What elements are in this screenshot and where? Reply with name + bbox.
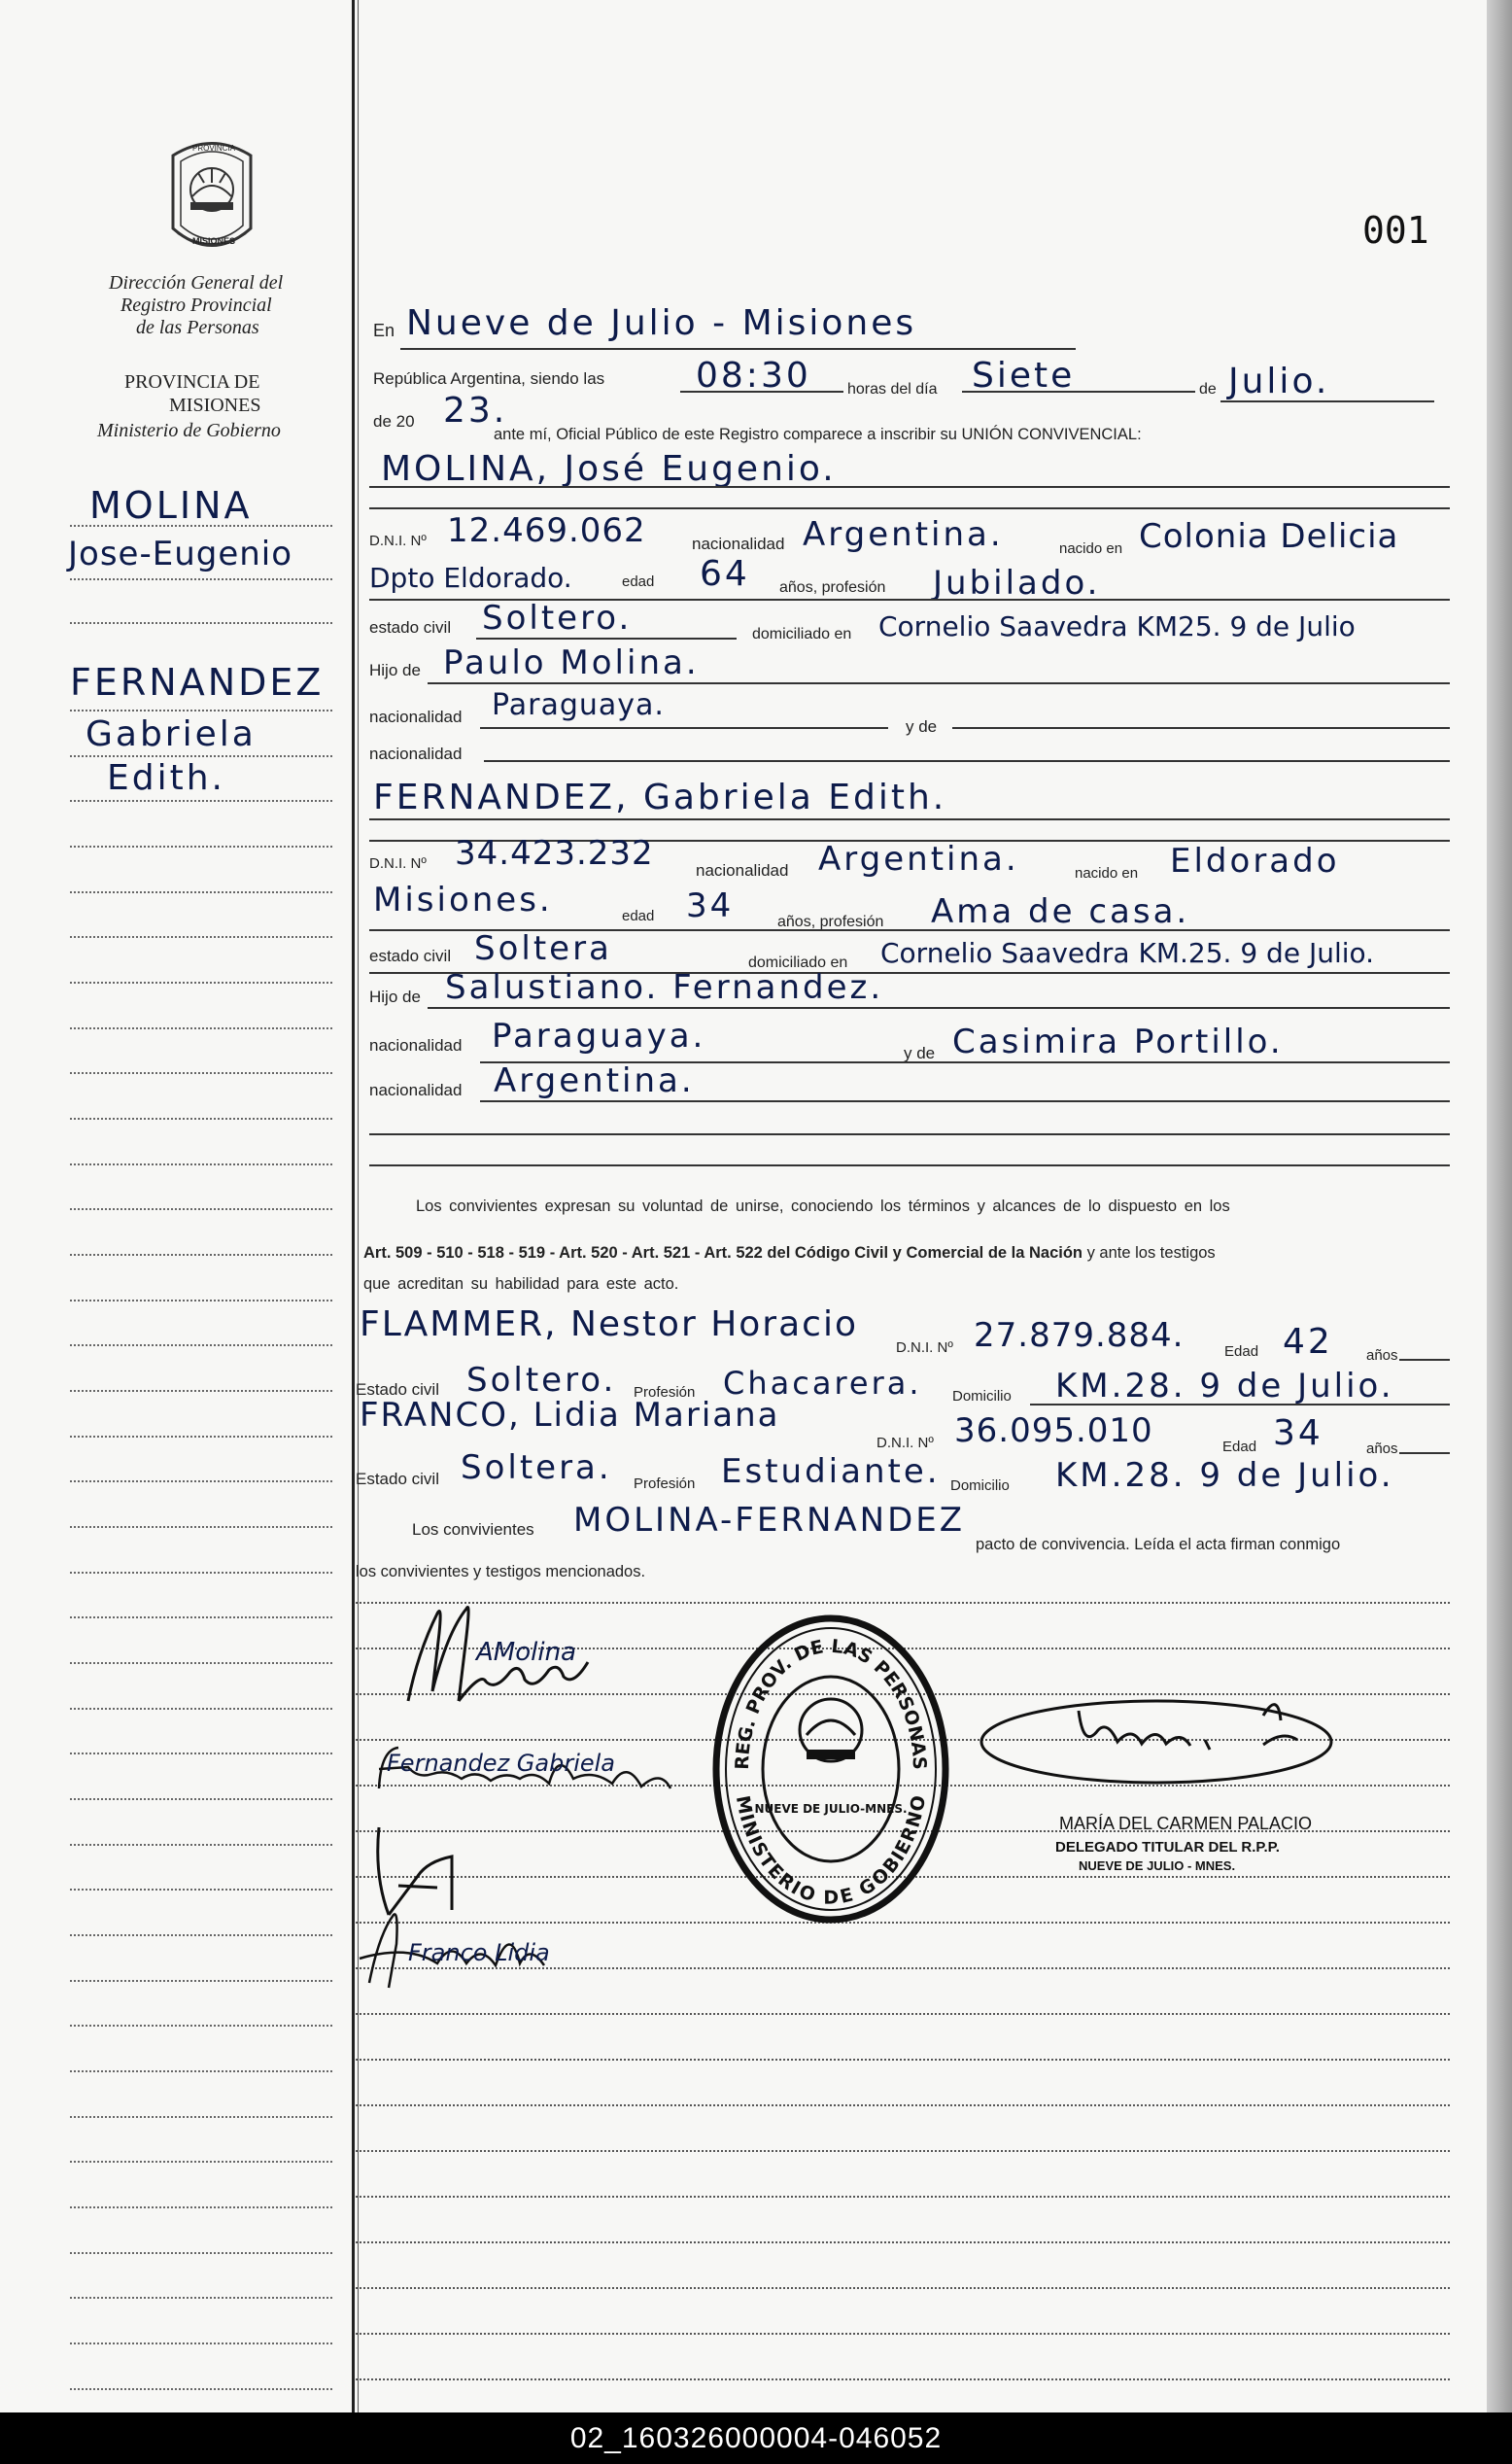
p2-father: Salustiano. Fernandez. (445, 968, 884, 1007)
p1-label-estado: estado civil (369, 618, 452, 637)
province-line-1: PROVINCIA DE (124, 371, 260, 393)
p2-birthplace-2: Misiones. (373, 881, 553, 920)
closing-rest1: pacto de convivencia. Leída el acta firman conmigo (976, 1536, 1341, 1553)
p1-label-nacido: nacido en (1059, 540, 1123, 557)
rule (476, 638, 737, 640)
margin-rule (70, 755, 332, 757)
p2-label-edad: edad (622, 908, 655, 924)
witness2-name: FRANCO, Lidia Mariana (360, 1396, 780, 1435)
rule (1399, 1359, 1450, 1361)
margin-rule (70, 2206, 332, 2208)
p1-label-hijo: Hijo de (369, 661, 421, 679)
margin-rule (70, 2252, 332, 2254)
margin-rule (70, 1027, 332, 1029)
rule (400, 348, 1076, 350)
margin-divider-inner (358, 0, 359, 2412)
body-rule (356, 2059, 1450, 2061)
w1-label-estado: Estado civil (356, 1380, 439, 1399)
margin-rule (70, 1526, 332, 1528)
body-rule (356, 2150, 1450, 2152)
p1-label-nac3: nacionalidad (369, 745, 463, 763)
p2-birthplace-1: Eldorado (1170, 842, 1340, 881)
margin-rule (70, 1300, 332, 1301)
margin-rule (70, 1889, 332, 1891)
signature-franco-text: Franco Lidia (408, 1939, 550, 1966)
w1-civil: Soltero. (466, 1361, 617, 1400)
w2-civil: Soltera. (461, 1448, 612, 1487)
p1-label-domicilio: domiciliado en (752, 626, 852, 642)
margin-person2-line2: Gabriela (86, 714, 257, 754)
margin-person1-line1: MOLINA (89, 484, 253, 527)
p2-profession: Ama de casa. (931, 892, 1190, 931)
margin-rule (70, 2070, 332, 2072)
rule (1220, 400, 1434, 402)
p2-mother: Casimira Portillo. (952, 1023, 1284, 1061)
statement-line1: Los convivientes expresan su voluntad de unirse, conociendo los términos y alcances de lo dispuesto en los (416, 1197, 1230, 1215)
p2-label-estado: estado civil (369, 947, 452, 965)
w2-address: KM.28. 9 de Julio. (1055, 1456, 1394, 1495)
label-republica: República Argentina, siendo las (373, 369, 605, 388)
w2-label-dom: Domicilio (950, 1477, 1010, 1494)
rule (480, 1100, 1450, 1102)
p2-label-nac2: nacionalidad (369, 1036, 463, 1055)
margin-rule (70, 1934, 332, 1936)
margin-rule (70, 2343, 332, 2344)
w1-age: 42 (1283, 1322, 1333, 1362)
p1-civil: Soltero. (482, 599, 633, 638)
margin-rule (70, 1480, 332, 1482)
label-de: de (1199, 381, 1217, 398)
margin-rule (70, 1572, 332, 1574)
w2-profession: Estudiante. (721, 1452, 941, 1491)
rule (962, 391, 1195, 393)
margin-rule (70, 1163, 332, 1165)
p1-nationality: Argentina. (803, 515, 1004, 554)
seal-center: NUEVE DE JULIO-MNES. (754, 1802, 908, 1816)
emblem-text-top: PROVINCIA (192, 144, 236, 153)
margin-rule (70, 1753, 332, 1754)
body-rule (356, 2287, 1450, 2289)
margin-rule (70, 1344, 332, 1346)
act-day: Siete (972, 356, 1076, 396)
margin-rule (70, 2116, 332, 2118)
person2-name: FERNANDEZ, Gabriela Edith. (373, 778, 947, 817)
rule (952, 727, 1450, 729)
signature-officer (972, 1672, 1360, 1788)
seal-ring-bottom: MINISTERIO DE GOBIERNO (731, 1793, 931, 1909)
statement-articles: Art. 509 - 510 - 518 - 519 - Art. 520 - Art. 521 - Art. 522 del Código Civil y Comercial de la Nación (363, 1244, 1083, 1262)
statement-line2 (363, 1244, 1216, 1263)
document-code-bar: 02_160326000004-046052 (0, 2412, 1512, 2464)
body-rule (356, 2241, 1450, 2243)
statement-line3: que acreditan su habilidad para este acto. (363, 1275, 679, 1293)
w1-label-dom: Domicilio (952, 1388, 1012, 1405)
w2-label-estado: Estado civil (356, 1470, 439, 1488)
label-de20: de 20 (373, 412, 415, 431)
signature-molina-text: AMolina (476, 1638, 576, 1667)
signature-molina (389, 1594, 602, 1711)
p1-age: 64 (700, 554, 750, 594)
p1-label-yde: y de (906, 717, 938, 736)
margin-person1-line2: Jose-Eugenio (68, 535, 293, 573)
page-edge (1487, 0, 1512, 2412)
w2-label-dni: D.N.I. Nº (876, 1435, 934, 1451)
rule (369, 1133, 1450, 1135)
p1-label-edad: edad (622, 573, 655, 590)
margin-person2-line1: FERNANDEZ (70, 661, 325, 704)
closing-label: Los convivientes (412, 1520, 534, 1539)
margin-rule (70, 936, 332, 938)
closing-couple: MOLINA-FERNANDEZ (573, 1501, 966, 1540)
body-rule (356, 2104, 1450, 2106)
rule (369, 486, 1450, 488)
p2-label-hijo: Hijo de (369, 988, 421, 1006)
w2-label-prof: Profesión (634, 1475, 696, 1492)
p2-label-anos: años, profesión (777, 914, 884, 930)
margin-rule (70, 1390, 332, 1392)
officer-location: NUEVE DE JULIO - MNES. (1079, 1858, 1236, 1873)
rule (428, 1007, 1450, 1009)
dept-line-1: Dirección General del (109, 272, 284, 294)
p2-label-nacido: nacido en (1075, 865, 1139, 882)
p2-label-nacionalidad: nacionalidad (696, 861, 789, 880)
p2-civil: Soltera (474, 929, 612, 968)
body-rule (356, 2333, 1450, 2335)
act-place: Nueve de Julio - Misiones (406, 303, 917, 343)
rule (680, 391, 843, 393)
margin-rule (70, 891, 332, 893)
signature-franco (350, 1905, 564, 1993)
w1-label-dni: D.N.I. Nº (896, 1339, 953, 1356)
p1-address: Cornelio Saavedra KM25. 9 de Julio (878, 610, 1356, 642)
statement-witnesses: y ante los testigos (1082, 1244, 1216, 1262)
p1-birthplace-1: Colonia Delicia (1139, 517, 1399, 556)
p2-age: 34 (686, 886, 735, 925)
w1-label-anos: años (1366, 1347, 1398, 1364)
p2-nationality: Argentina. (818, 840, 1019, 879)
p1-father-nat: Paraguaya. (492, 688, 665, 722)
margin-rule (70, 1208, 332, 1210)
margin-rule (70, 982, 332, 984)
margin-rule (70, 710, 332, 711)
province-line-2: MISIONES (169, 395, 261, 416)
p1-birthplace-2: Dpto Eldorado. (369, 562, 572, 594)
person1-name: MOLINA, José Eugenio. (381, 449, 837, 489)
rule (484, 760, 1450, 762)
margin-rule (70, 1254, 332, 1256)
margin-rule (70, 2161, 332, 2163)
page-number: 001 (1362, 209, 1429, 252)
margin-rule (70, 2388, 332, 2390)
label-ante: ante mí, Oficial Público de este Registro comparece a inscribir su UNIÓN CONVIVENCIAL: (494, 426, 1142, 443)
officer-name: MARÍA DEL CARMEN PALACIO (1059, 1814, 1313, 1833)
margin-rule (70, 1708, 332, 1710)
w2-label-anos: años (1366, 1440, 1398, 1457)
margin-divider (352, 0, 355, 2412)
margin-rule (70, 1616, 332, 1618)
p1-father: Paulo Molina. (443, 643, 700, 682)
act-year: 23. (443, 391, 508, 431)
p2-father-nat: Paraguaya. (492, 1017, 706, 1056)
margin-rule (70, 1662, 332, 1664)
p2-dni: 34.423.232 (455, 834, 654, 873)
p2-address: Cornelio Saavedra KM.25. 9 de Julio. (880, 937, 1375, 969)
rule (369, 818, 1450, 820)
margin-rule (70, 1118, 332, 1120)
w1-label-edad: Edad (1224, 1343, 1259, 1360)
w2-age: 34 (1273, 1413, 1323, 1453)
margin-person2-line3: Edith. (107, 758, 225, 798)
emblem-text-bottom: MISIONES (192, 236, 236, 246)
margin-rule (70, 1980, 332, 1982)
signature-fernandez-text: Fernandez Gabriela (387, 1750, 616, 1777)
officer-title: DELEGADO TITULAR DEL R.P.P. (1055, 1839, 1280, 1856)
margin-rule (70, 800, 332, 802)
closing-rest2: los convivientes y testigos mencionados. (356, 1563, 646, 1580)
w1-profession: Chacarera. (723, 1365, 922, 1402)
margin-rule (70, 525, 332, 527)
body-rule (356, 2378, 1450, 2380)
margin-rule (70, 2025, 332, 2027)
signature-fernandez (369, 1740, 680, 1798)
margin-rule (70, 1844, 332, 1846)
witness1-name: FLAMMER, Nestor Horacio (360, 1304, 858, 1344)
misiones-emblem (163, 136, 260, 262)
p1-label-dni: D.N.I. Nº (369, 533, 427, 549)
margin-rule (70, 1072, 332, 1074)
dept-line-2: Registro Provincial (120, 295, 272, 316)
p1-profession: Jubilado. (933, 564, 1101, 603)
act-time: 08:30 (696, 356, 811, 396)
margin-rule (70, 2297, 332, 2299)
label-horas: horas del día (847, 381, 938, 398)
body-rule (356, 2013, 1450, 2015)
body-rule (356, 2196, 1450, 2198)
rule (369, 507, 1450, 509)
w1-address: KM.28. 9 de Julio. (1055, 1367, 1394, 1406)
margin-rule (70, 622, 332, 624)
margin-rule (70, 1798, 332, 1800)
p2-mother-nat: Argentina. (494, 1061, 695, 1100)
rule (1030, 1404, 1450, 1406)
rule (1399, 1452, 1450, 1454)
p1-label-nac2: nacionalidad (369, 708, 463, 726)
ministry-line: Ministerio de Gobierno (97, 420, 281, 441)
act-month: Julio. (1228, 362, 1330, 401)
margin-rule (70, 578, 332, 580)
rule (369, 1164, 1450, 1166)
seal-ring-top: REG. PROV. DE LAS PERSONAS (731, 1635, 931, 1771)
w1-label-prof: Profesión (634, 1384, 696, 1401)
p1-label-nacionalidad: nacionalidad (692, 535, 785, 553)
w2-label-edad: Edad (1222, 1439, 1257, 1455)
p2-label-yde: y de (904, 1044, 936, 1062)
rule (428, 682, 1450, 684)
p2-label-domicilio: domiciliado en (748, 954, 848, 971)
w2-dni: 36.095.010 (954, 1411, 1153, 1450)
p1-dni: 12.469.062 (447, 511, 646, 550)
margin-rule (70, 846, 332, 848)
p1-label-anos: años, profesión (779, 579, 886, 596)
p2-label-nac3: nacionalidad (369, 1081, 463, 1099)
rule (480, 727, 888, 729)
p2-label-dni: D.N.I. Nº (369, 855, 427, 872)
label-en: En (373, 321, 395, 340)
w1-dni: 27.879.884. (974, 1316, 1185, 1355)
dept-line-3: de las Personas (136, 317, 259, 338)
official-seal (709, 1614, 952, 1925)
margin-rule (70, 1436, 332, 1438)
